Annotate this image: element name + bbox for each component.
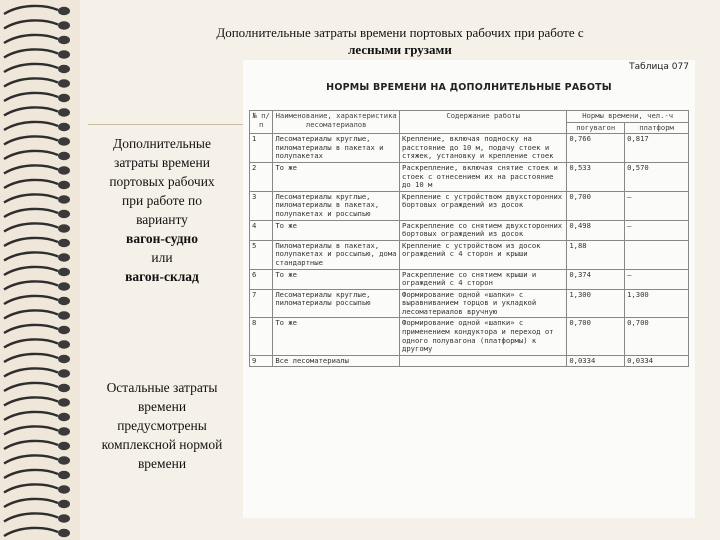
table-row [250,289,689,318]
cell-work: Крепление с устройством из досок ограждений с 4 сторон и крыши [400,240,567,269]
binding-hole [58,326,70,334]
title-line-1: Дополнительные затраты времени портовых рабочих при работе с [216,25,584,40]
binding-hole [58,514,70,522]
table-row [250,220,689,240]
scanned-table-image [243,60,695,518]
left-line: времени [137,399,187,414]
cell-num: 2 [250,162,273,191]
cell-num: 1 [250,134,273,163]
binding-hole [58,282,70,290]
table-row [250,355,689,367]
binding-hole [58,355,70,363]
binding-hole [58,137,70,145]
cell-per-platform: 0,700 [625,318,689,355]
table-row [250,162,689,191]
binding-hole [58,311,70,319]
cell-per-wagon: 0,498 [567,220,625,240]
header-material: Наименование, характеристика лесоматериалов [273,111,400,134]
binding-hole [58,166,70,174]
table-row [250,318,689,355]
header-num: № п/п [250,111,273,134]
left-line: варианту [136,212,188,227]
left-text-block-1 [86,134,238,286]
cell-material: То же [273,220,400,240]
binding-hole [58,369,70,377]
table-row [250,134,689,163]
cell-per-wagon: 0,374 [567,269,625,289]
cell-material: То же [273,318,400,355]
cell-material: То же [273,162,400,191]
binding-hole [58,253,70,261]
cell-work: Крепление, включая подноску на расстояние до 10 м, подачу стоек и стяжек, установку и крепление стоек [400,134,567,163]
left-bold-2: вагон-склад [125,269,199,284]
divider [88,124,248,125]
cell-num: 7 [250,289,273,318]
cell-per-wagon: 0,0334 [567,355,625,367]
left-line: Остальные затраты [106,380,218,395]
cell-material: Лесоматериалы круглые, пиломатериалы в пакетах и полупакетах [273,134,400,163]
cell-per-platform: 1,300 [625,289,689,318]
header-norm: Нормы времени, чел.-ч [567,111,689,123]
header-work: Содержание работы [400,111,567,134]
left-line: времени [137,456,187,471]
binding-hole [58,268,70,276]
binding-hole [58,21,70,29]
norms-table [249,110,689,367]
cell-work: Формирование одной «шапки» с применением кондуктора и переход от одного полувагона (платформы) к другому [400,318,567,355]
left-line: при работе по [122,193,202,208]
binding-hole [58,239,70,247]
cell-per-wagon: 1,300 [567,289,625,318]
left-line: комплексной нормой [101,437,223,452]
binding-hole [58,36,70,44]
binding-hole [58,65,70,73]
cell-num: 6 [250,269,273,289]
cell-work: Раскрепление со снятием двухсторонних бортовых ограждений из досок [400,220,567,240]
cell-num: 8 [250,318,273,355]
table-header-row [250,111,689,123]
left-line: предусмотрены [117,418,207,433]
cell-material: То же [273,269,400,289]
left-line: затраты времени [114,155,210,170]
cell-material: Пиломатериалы в пакетах, полупакетах и россыпью, дома стандартные [273,240,400,269]
binding-hole [58,181,70,189]
left-bold-1: вагон-судно [126,231,198,246]
left-line: портовых рабочих [109,174,215,189]
cell-per-wagon: 0,766 [567,134,625,163]
cell-per-platform: – [625,191,689,220]
binding-hole [58,94,70,102]
binding-hole [58,79,70,87]
left-text-block-2 [86,378,238,473]
binding-hole [58,224,70,232]
cell-num: 9 [250,355,273,367]
binding-hole [58,340,70,348]
table-number: Таблица 077 [629,62,689,72]
binding-hole [58,108,70,116]
binding-hole [58,456,70,464]
cell-per-wagon: 1,88 [567,240,625,269]
binding-hole [58,398,70,406]
cell-per-platform: 0,817 [625,134,689,163]
binding-hole [58,384,70,392]
title-line-2: лесными грузами [348,42,452,57]
binding-hole [58,500,70,508]
binding-hole [58,195,70,203]
binding-hole [58,529,70,537]
cell-per-platform: – [625,220,689,240]
binding-hole [58,471,70,479]
table-row [250,191,689,220]
cell-per-wagon: 0,700 [567,191,625,220]
cell-work: Раскрепление, включая снятие стоек и стоек с отнесением их на расстояние до 10 м [400,162,567,191]
binding-hole [58,427,70,435]
cell-num: 3 [250,191,273,220]
binding-hole [58,442,70,450]
cell-work: Раскрепление со снятием крыши и ограждений с 4 сторон [400,269,567,289]
cell-per-platform: 0,570 [625,162,689,191]
cell-num: 4 [250,220,273,240]
binding-hole [58,152,70,160]
cell-per-platform: 0,0334 [625,355,689,367]
binding-hole [58,210,70,218]
cell-work: Крепление с устройством двухсторонних бортовых ограждений из досок [400,191,567,220]
left-or: или [151,250,173,265]
cell-per-platform [625,240,689,269]
table-row [250,269,689,289]
cell-material: Все лесоматериалы [273,355,400,367]
cell-per-wagon: 0,533 [567,162,625,191]
cell-per-platform: – [625,269,689,289]
cell-material: Лесоматериалы круглые, пиломатериалы в пакетах, полупакетах и россыпью [273,191,400,220]
cell-work: Формирование одной «шапки» с выравниванием торцов и укладкой лесоматериалов вручную [400,289,567,318]
cell-num: 5 [250,240,273,269]
binding-hole [58,413,70,421]
header-per-platform: платформ [625,122,689,134]
binding-hole [58,7,70,15]
binding-hole [58,123,70,131]
cell-material: Лесоматериалы круглые, пиломатериалы россыпью [273,289,400,318]
page-title [100,24,700,58]
cell-per-wagon: 0,700 [567,318,625,355]
left-line: Дополнительные [112,136,211,151]
header-per-wagon: погувагон [567,122,625,134]
table-row [250,240,689,269]
cell-work [400,355,567,367]
spiral-binding [0,0,80,540]
table-heading: НОРМЫ ВРЕМЕНИ НА ДОПОЛНИТЕЛЬНЫЕ РАБОТЫ [326,82,612,93]
binding-hole [58,50,70,58]
binding-hole [58,485,70,493]
binding-hole [58,297,70,305]
